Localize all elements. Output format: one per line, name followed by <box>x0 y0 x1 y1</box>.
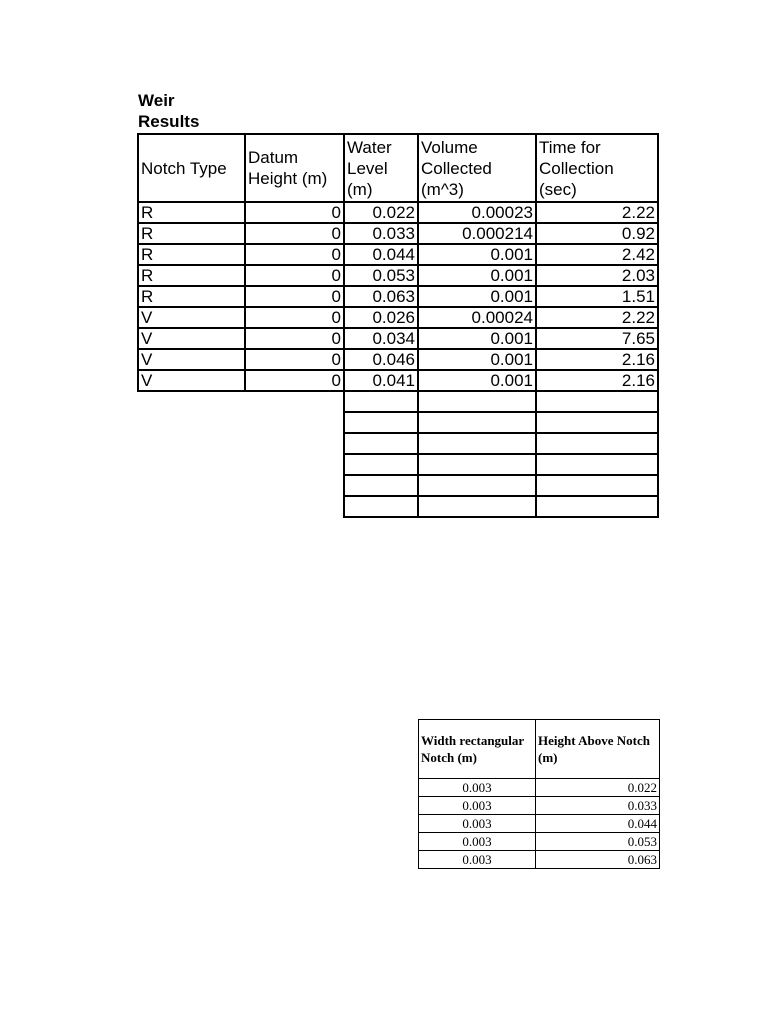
header-notch-type: Notch Type <box>138 134 245 202</box>
notch-type-cell: V <box>138 370 245 391</box>
height-above-cell: 0.022 <box>536 779 660 797</box>
notch-row <box>419 797 660 815</box>
water-level-cell: 0.034 <box>344 328 418 349</box>
time-collection-cell: 2.16 <box>536 349 658 370</box>
empty-space <box>245 496 344 517</box>
datum-height-cell: 0 <box>245 349 344 370</box>
notch-type-cell: R <box>138 265 245 286</box>
empty-space <box>245 391 344 412</box>
table-row <box>138 223 658 244</box>
notch-row <box>419 815 660 833</box>
volume-collected-cell: 0.001 <box>418 328 536 349</box>
time-collection-cell: 2.22 <box>536 307 658 328</box>
datum-height-cell: 0 <box>245 307 344 328</box>
time-collection-cell: 2.22 <box>536 202 658 223</box>
water-level-cell: 0.026 <box>344 307 418 328</box>
header-datum-height: Datum Height (m) <box>245 134 344 202</box>
time-collection-cell: 7.65 <box>536 328 658 349</box>
datum-height-cell: 0 <box>245 202 344 223</box>
blank-cell <box>418 412 536 433</box>
notch-table <box>418 719 660 869</box>
volume-collected-cell: 0.001 <box>418 244 536 265</box>
notch-type-cell: V <box>138 349 245 370</box>
notch-type-cell: R <box>138 244 245 265</box>
blank-cell <box>536 496 658 517</box>
table-row <box>138 307 658 328</box>
empty-space <box>138 433 245 454</box>
datum-height-cell: 0 <box>245 370 344 391</box>
blank-cell <box>344 412 418 433</box>
datum-height-cell: 0 <box>245 223 344 244</box>
water-level-cell: 0.041 <box>344 370 418 391</box>
table-row <box>138 328 658 349</box>
notch-header-row <box>419 720 660 779</box>
empty-space <box>245 454 344 475</box>
width-cell: 0.003 <box>419 833 536 851</box>
blank-row <box>138 412 658 433</box>
table-row <box>138 286 658 307</box>
header-time-for-collection: Time for Collection (sec) <box>536 134 658 202</box>
water-level-cell: 0.044 <box>344 244 418 265</box>
datum-height-cell: 0 <box>245 244 344 265</box>
volume-collected-cell: 0.001 <box>418 349 536 370</box>
notch-row <box>419 851 660 869</box>
table-row <box>138 349 658 370</box>
table-row <box>138 370 658 391</box>
header-width-rectangular-notch: Width rectangular Notch (m) <box>419 720 536 779</box>
blank-cell <box>418 454 536 475</box>
empty-space <box>138 412 245 433</box>
blank-row <box>138 496 658 517</box>
water-level-cell: 0.022 <box>344 202 418 223</box>
notch-type-cell: R <box>138 286 245 307</box>
header-volume-collected: Volume Collected (m^3) <box>418 134 536 202</box>
width-cell: 0.003 <box>419 815 536 833</box>
water-level-cell: 0.053 <box>344 265 418 286</box>
volume-collected-cell: 0.00024 <box>418 307 536 328</box>
blank-row <box>138 454 658 475</box>
volume-collected-cell: 0.000214 <box>418 223 536 244</box>
blank-cell <box>418 475 536 496</box>
datum-height-cell: 0 <box>245 328 344 349</box>
blank-cell <box>536 433 658 454</box>
notch-row <box>419 833 660 851</box>
blank-cell <box>536 412 658 433</box>
time-collection-cell: 2.16 <box>536 370 658 391</box>
blank-cell <box>344 475 418 496</box>
empty-space <box>138 391 245 412</box>
water-level-cell: 0.046 <box>344 349 418 370</box>
width-cell: 0.003 <box>419 851 536 869</box>
table-row <box>138 265 658 286</box>
notch-row <box>419 779 660 797</box>
blank-cell <box>418 433 536 454</box>
notch-type-cell: V <box>138 328 245 349</box>
time-collection-cell: 2.42 <box>536 244 658 265</box>
empty-space <box>245 412 344 433</box>
title-line-2: Results <box>138 112 200 131</box>
water-level-cell: 0.033 <box>344 223 418 244</box>
datum-height-cell: 0 <box>245 286 344 307</box>
blank-cell <box>344 454 418 475</box>
empty-space <box>245 433 344 454</box>
volume-collected-cell: 0.001 <box>418 265 536 286</box>
volume-collected-cell: 0.001 <box>418 370 536 391</box>
datum-height-cell: 0 <box>245 265 344 286</box>
empty-space <box>138 496 245 517</box>
title-line-1: Weir <box>138 91 175 110</box>
water-level-cell: 0.063 <box>344 286 418 307</box>
blank-cell <box>418 496 536 517</box>
height-above-cell: 0.044 <box>536 815 660 833</box>
empty-space <box>138 475 245 496</box>
blank-cell <box>536 475 658 496</box>
notch-type-cell: R <box>138 223 245 244</box>
blank-cell <box>344 391 418 412</box>
volume-collected-cell: 0.001 <box>418 286 536 307</box>
header-row <box>138 134 658 202</box>
blank-row <box>138 391 658 412</box>
width-cell: 0.003 <box>419 797 536 815</box>
height-above-cell: 0.033 <box>536 797 660 815</box>
blank-cell <box>536 391 658 412</box>
blank-row <box>138 475 658 496</box>
blank-cell <box>536 454 658 475</box>
height-above-cell: 0.053 <box>536 833 660 851</box>
empty-space <box>138 454 245 475</box>
blank-cell <box>344 496 418 517</box>
time-collection-cell: 2.03 <box>536 265 658 286</box>
time-collection-cell: 0.92 <box>536 223 658 244</box>
table-row <box>138 202 658 223</box>
volume-collected-cell: 0.00023 <box>418 202 536 223</box>
table-row <box>138 244 658 265</box>
blank-row <box>138 433 658 454</box>
blank-cell <box>418 391 536 412</box>
weir-results-table <box>137 133 659 518</box>
header-height-above-notch: Height Above Notch (m) <box>536 720 660 779</box>
empty-space <box>245 475 344 496</box>
time-collection-cell: 1.51 <box>536 286 658 307</box>
notch-type-cell: R <box>138 202 245 223</box>
header-water-level: Water Level (m) <box>344 134 418 202</box>
height-above-cell: 0.063 <box>536 851 660 869</box>
width-cell: 0.003 <box>419 779 536 797</box>
page-title <box>138 90 199 132</box>
notch-type-cell: V <box>138 307 245 328</box>
blank-cell <box>344 433 418 454</box>
